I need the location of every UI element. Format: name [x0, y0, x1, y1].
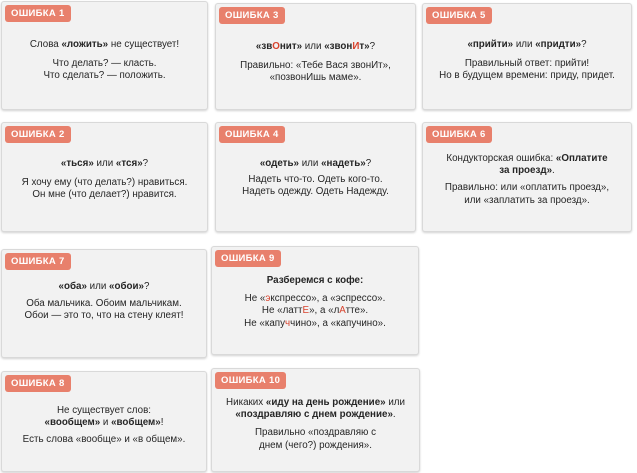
card-error-2 [1, 122, 208, 232]
card-body [212, 275, 418, 330]
card-body [423, 153, 631, 207]
card-badge: ОШИБКА 7 [5, 253, 71, 270]
card-heading: «поздравляю с днем рождение». [235, 409, 396, 421]
card-heading: «прийти» или «придти»? [467, 39, 587, 50]
card-line: Правильно: «Тебе Вася звонИт», [240, 60, 391, 72]
card-line: Что делать? — класть. [52, 58, 157, 70]
card-body [2, 281, 206, 323]
card-body [216, 158, 415, 199]
card-heading: «одеть» или «надеть»? [259, 158, 372, 169]
card-line: «позвонИшь маме». [269, 72, 362, 84]
card-line: Правильный ответ: прийти! [464, 58, 590, 70]
card-error-10 [211, 368, 420, 472]
card-body [2, 39, 207, 83]
card-error-6 [422, 122, 632, 232]
card-heading: «ться» или «тся»? [60, 158, 149, 169]
card-line: Не «капуччино», а «капучино». [244, 317, 386, 329]
card-line: Есть слова «вообще» и «в общем». [22, 434, 186, 446]
card-body [2, 405, 206, 447]
card-body [423, 39, 631, 83]
card-body [2, 158, 207, 202]
card-line: Надеть одежду. Одеть Надежду. [242, 186, 389, 198]
card-badge: ОШИБКА 4 [219, 126, 285, 143]
card-badge: ОШИБКА 9 [215, 250, 281, 267]
card-heading: «вообщем» и «вобщем»! [44, 417, 164, 429]
card-line: Но в будущем времени: приду, придет. [439, 70, 615, 82]
card-line: Правильно: или «оплатить проезд», [444, 182, 610, 194]
card-heading: «оба» или «обои»? [58, 281, 150, 292]
card-body [212, 397, 419, 452]
card-badge: ОШИБКА 6 [426, 126, 492, 143]
card-heading: за проезд». [499, 165, 555, 177]
card-line: Не «латтЕ», а «лАтте». [261, 305, 369, 317]
card-line: Я хочу ему (что делать?) нравиться. [21, 177, 188, 189]
card-badge: ОШИБКА 8 [5, 375, 71, 392]
card-line: Надеть что-то. Одеть кого-то. [248, 174, 383, 186]
card-error-9 [211, 246, 419, 355]
card-line: Что сделать? — положить. [43, 70, 166, 82]
card-badge: ОШИБКА 1 [5, 5, 71, 22]
card-heading: «звОнит» или «звонИт»? [255, 41, 376, 52]
card-error-8 [1, 371, 207, 472]
card-line: Не «экспрессо», а «эспрессо». [244, 293, 386, 305]
card-heading: Не существует слов: [56, 405, 152, 416]
card-error-5 [422, 3, 632, 110]
card-error-4 [215, 122, 416, 232]
card-badge: ОШИБКА 5 [426, 7, 492, 24]
card-line: Оба мальчика. Обоим мальчикам. [26, 298, 182, 310]
card-heading: Разберемся с кофе: [266, 275, 364, 286]
card-body [216, 41, 415, 85]
card-line: Обои — это то, что на стену клеят! [24, 310, 184, 322]
card-error-7 [1, 249, 207, 358]
card-badge: ОШИБКА 10 [215, 372, 286, 389]
card-line: Правильно «поздравляю с [255, 427, 376, 439]
card-heading: Кондукторская ошибка: «Оплатите [446, 153, 608, 164]
card-badge: ОШИБКА 2 [5, 126, 71, 143]
card-line: Он мне (что делает?) нравится. [32, 189, 177, 201]
card-badge: ОШИБКА 3 [219, 7, 285, 24]
card-heading: Никаких «иду на день рождение» или [226, 397, 405, 408]
card-line: днем (чего?) рождения». [259, 439, 372, 451]
card-heading: Слова «ложить» не существует! [29, 39, 180, 50]
card-error-3 [215, 3, 416, 110]
card-error-1 [1, 1, 208, 110]
card-line: или «заплатить за проезд». [464, 194, 590, 206]
